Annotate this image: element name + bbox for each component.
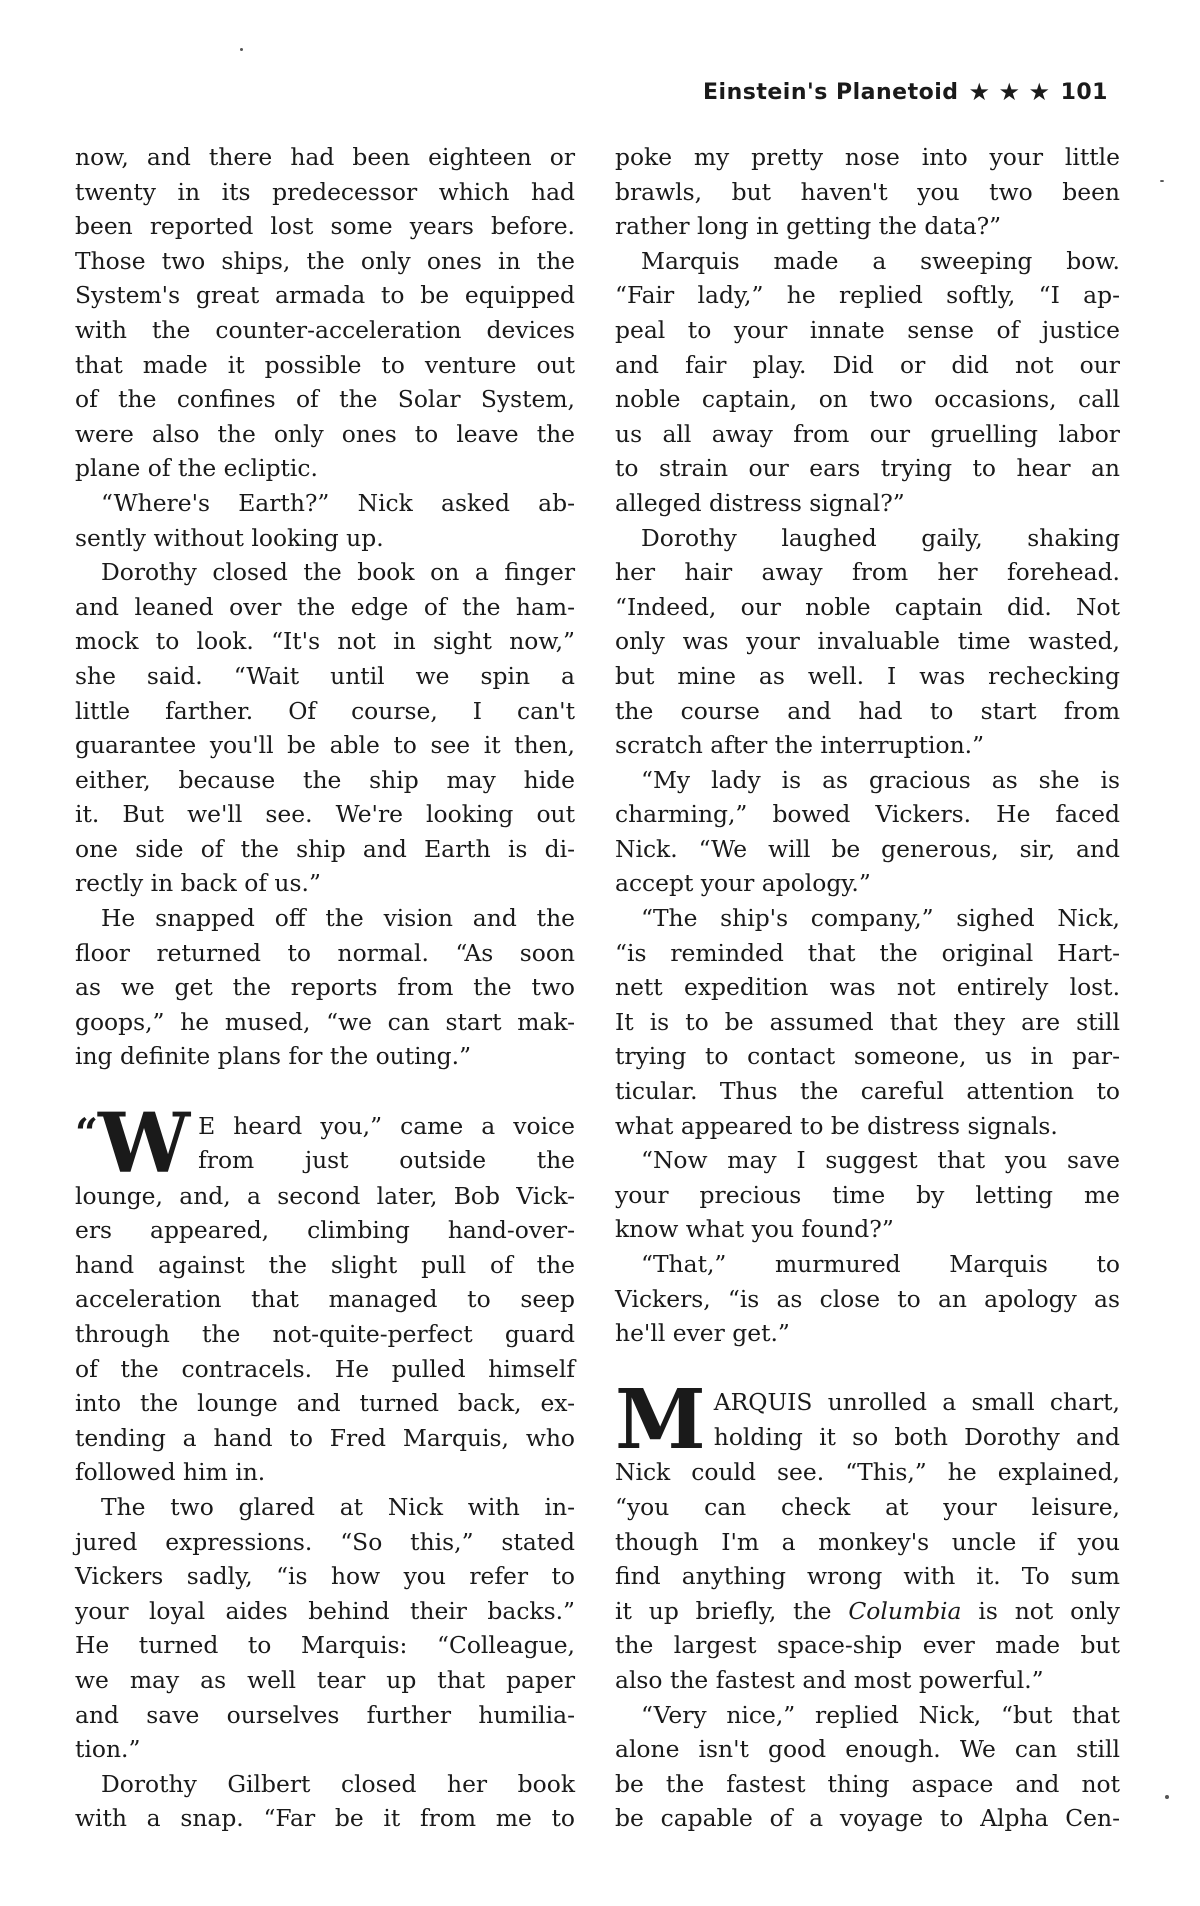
text-line: the largest space-ship ever made but: [615, 1631, 1120, 1660]
text-line: and leaned over the edge of the ham-: [75, 592, 575, 621]
text-line: now, and there had been eighteen or: [75, 143, 575, 171]
text-line: the course and had to start from: [615, 696, 1120, 725]
star-icon: ★: [1028, 78, 1051, 106]
text-line: little farther. Of course, I can't: [75, 696, 575, 725]
text-line: “Where's Earth?” Nick asked ab-: [101, 488, 575, 517]
text-line: Vickers, “is as close to an apology as: [615, 1284, 1120, 1313]
text-line: E heard you,” came a voice: [198, 1111, 575, 1140]
paragraph: [75, 1767, 575, 1836]
text-line: The two glared at Nick with in-: [101, 1492, 575, 1521]
text-line: “Very nice,” replied Nick, “but that: [641, 1700, 1120, 1729]
running-header: [703, 78, 1108, 106]
text-line: were also the only ones to leave the: [75, 419, 575, 448]
text-line: he'll ever get.”: [615, 1319, 790, 1348]
text-line: your loyal aides behind their backs.”: [75, 1596, 575, 1625]
text-line: jured expressions. “So this,” stated: [75, 1527, 575, 1556]
text-line: rectly in back of us.”: [75, 869, 321, 898]
text-line: ARQUIS unrolled a small chart,: [713, 1388, 1120, 1417]
text-line: “The ship's company,” sighed Nick,: [641, 904, 1120, 933]
text-line: twenty in its predecessor which had: [75, 177, 575, 206]
paragraph: [75, 140, 575, 486]
text-line: rather long in getting the data?”: [615, 212, 1002, 241]
text-line: Nick. “We will be generous, sir, and: [615, 834, 1120, 863]
text-line: only was your invaluable time wasted,: [615, 627, 1120, 656]
text-line: been reported lost some years before.: [75, 212, 575, 241]
text-line: scratch after the interruption.”: [615, 731, 985, 760]
paragraph: [75, 1490, 575, 1767]
paragraph: [615, 763, 1120, 901]
paragraph: [615, 901, 1120, 1143]
text-line: “My lady is as gracious as she is: [641, 765, 1120, 794]
star-ornaments: [969, 78, 1051, 106]
text-line: that made it possible to venture out: [75, 350, 575, 379]
text-line: Marquis made a sweeping bow.: [641, 246, 1120, 275]
page-number: 101: [1060, 79, 1108, 105]
text-line: tending a hand to Fred Marquis, who: [75, 1423, 575, 1452]
text-line: acceleration that managed to seep: [75, 1285, 575, 1314]
text-line: “Fair lady,” he replied softly, “I ap-: [615, 281, 1120, 310]
text-line: also the fastest and most powerful.”: [615, 1665, 1044, 1694]
text-line: know what you found?”: [615, 1215, 894, 1244]
text-line: be capable of a voyage to Alpha Cen-: [615, 1804, 1120, 1833]
text-line: sently without looking up.: [75, 523, 384, 552]
paragraph: [615, 1143, 1120, 1247]
left-column: [75, 140, 575, 1836]
text-line: to strain our ears trying to hear an: [615, 454, 1120, 483]
text-line: with the counter-acceleration devices: [75, 315, 575, 344]
text-line-with-italic: [615, 1594, 1120, 1629]
text-line: ers appeared, climbing hand-over-: [75, 1216, 575, 1245]
text-line: Vickers sadly, “is how you refer to: [75, 1562, 575, 1591]
text-line: be the fastest thing aspace and not: [615, 1769, 1120, 1798]
text-line: Dorothy closed the book on a finger: [101, 558, 575, 587]
text-line: “Indeed, our noble captain did. Not: [615, 592, 1120, 621]
text-line: “you can check at your leisure,: [615, 1492, 1120, 1521]
text-line: He turned to Marquis: “Colleague,: [75, 1631, 575, 1660]
text-line: noble captain, on two occasions, call: [615, 385, 1120, 414]
text-line: but mine as well. I was rechecking: [615, 661, 1120, 690]
text-line: poke my pretty nose into your little: [615, 143, 1120, 171]
text-line: alone isn't good enough. We can still: [615, 1735, 1120, 1764]
text-line: through the not-quite-perfect guard: [75, 1320, 575, 1348]
text-line: mock to look. “It's not in sight now,”: [75, 627, 575, 656]
text-line: into the lounge and turned back, ex-: [75, 1389, 575, 1418]
text-line: Those two ships, the only ones in the: [75, 246, 575, 275]
text-line: us all away from our gruelling labor: [615, 419, 1120, 448]
text-line: what appeared to be distress signals.: [615, 1111, 1058, 1140]
paragraph-with-dropcap: [615, 1372, 1120, 1697]
paragraph: [615, 244, 1120, 521]
text-line: He snapped off the vision and the: [101, 904, 575, 933]
paragraph: [75, 486, 575, 555]
text-line: and fair play. Did or did not our: [615, 350, 1120, 379]
text-line: she said. “Wait until we spin a: [75, 661, 575, 690]
text-line: with a snap. “Far be it from me to: [75, 1804, 575, 1833]
text-line: find anything wrong with it. To sum: [615, 1562, 1120, 1591]
text-line: it. But we'll see. We're looking out: [75, 800, 575, 829]
right-column: [615, 140, 1120, 1836]
text-line: accept your apology.”: [615, 869, 871, 898]
dropcap-letter: M: [615, 1372, 706, 1469]
text-line: lounge, and, a second later, Bob Vick-: [75, 1181, 575, 1210]
text-line: we may as well tear up that paper: [75, 1665, 575, 1694]
text-line: as we get the reports from the two: [75, 973, 575, 1002]
text-line: Dorothy laughed gaily, shaking: [641, 523, 1120, 552]
text-fragment: is not only: [961, 1596, 1120, 1625]
text-line: trying to contact someone, us in par-: [615, 1042, 1120, 1071]
text-line: ticular. Thus the careful attention to: [615, 1077, 1120, 1106]
paragraph-with-dropcap: [75, 1095, 575, 1490]
text-line: guarantee you'll be able to see it then,: [75, 731, 575, 760]
text-line: brawls, but haven't you two been: [615, 177, 1120, 206]
text-line: hand against the slight pull of the: [75, 1250, 575, 1279]
text-line: ing definite plans for the outing.”: [75, 1042, 472, 1071]
text-line: holding it so both Dorothy and: [713, 1422, 1120, 1451]
text-line: System's great armada to be equipped: [75, 281, 575, 310]
text-line: It is to be assumed that they are still: [615, 1007, 1120, 1036]
text-line: goops,” he mused, “we can start mak-: [75, 1007, 575, 1036]
print-speck: [1160, 180, 1164, 182]
text-line: charming,” bowed Vickers. He faced: [615, 800, 1120, 829]
ship-name-italic: Columbia: [848, 1596, 962, 1625]
text-line: plane of the ecliptic.: [75, 454, 318, 483]
text-line: nett expedition was not entirely lost.: [615, 973, 1120, 1002]
text-line: one side of the ship and Earth is di-: [75, 834, 575, 863]
text-line: “is reminded that the original Hart-: [615, 938, 1120, 967]
star-icon: ★: [998, 78, 1021, 106]
paragraph: [615, 1698, 1120, 1836]
text-line: alleged distress signal?”: [615, 488, 905, 517]
dropcap-letter: W: [98, 1095, 191, 1192]
text-line: your precious time by letting me: [615, 1180, 1120, 1209]
text-line: her hair away from her forehead.: [615, 558, 1120, 587]
running-title: Einstein's Planetoid: [703, 79, 959, 105]
paragraph: [615, 1247, 1120, 1351]
text-line: of the contracels. He pulled himself: [75, 1354, 575, 1383]
paragraph: [75, 901, 575, 1074]
paragraph: [75, 555, 575, 901]
text-line: floor returned to normal. “As soon: [75, 938, 575, 967]
text-line: though I'm a monkey's uncle if you: [615, 1527, 1120, 1556]
text-line: of the confines of the Solar System,: [75, 385, 575, 414]
text-line: and save ourselves further humilia-: [75, 1700, 575, 1729]
text-line: tion.”: [75, 1735, 141, 1764]
paragraph: [615, 521, 1120, 763]
text-line: Dorothy Gilbert closed her book: [101, 1769, 575, 1798]
text-line: from just outside the: [198, 1146, 575, 1175]
dropcap-quote: “: [75, 1109, 99, 1157]
paragraph: [615, 140, 1120, 244]
text-line: peal to your innate sense of justice: [615, 315, 1120, 344]
star-icon: ★: [968, 78, 991, 106]
text-line: “Now may I suggest that you save: [641, 1146, 1120, 1175]
text-fragment: it up briefly, the: [615, 1596, 849, 1625]
text-line: followed him in.: [75, 1458, 266, 1487]
text-line: either, because the ship may hide: [75, 765, 575, 794]
text-line: Nick could see. “This,” he explained,: [615, 1458, 1120, 1487]
print-speck: [240, 48, 243, 51]
print-speck: [1165, 1795, 1169, 1799]
text-line: “That,” murmured Marquis to: [641, 1250, 1120, 1278]
